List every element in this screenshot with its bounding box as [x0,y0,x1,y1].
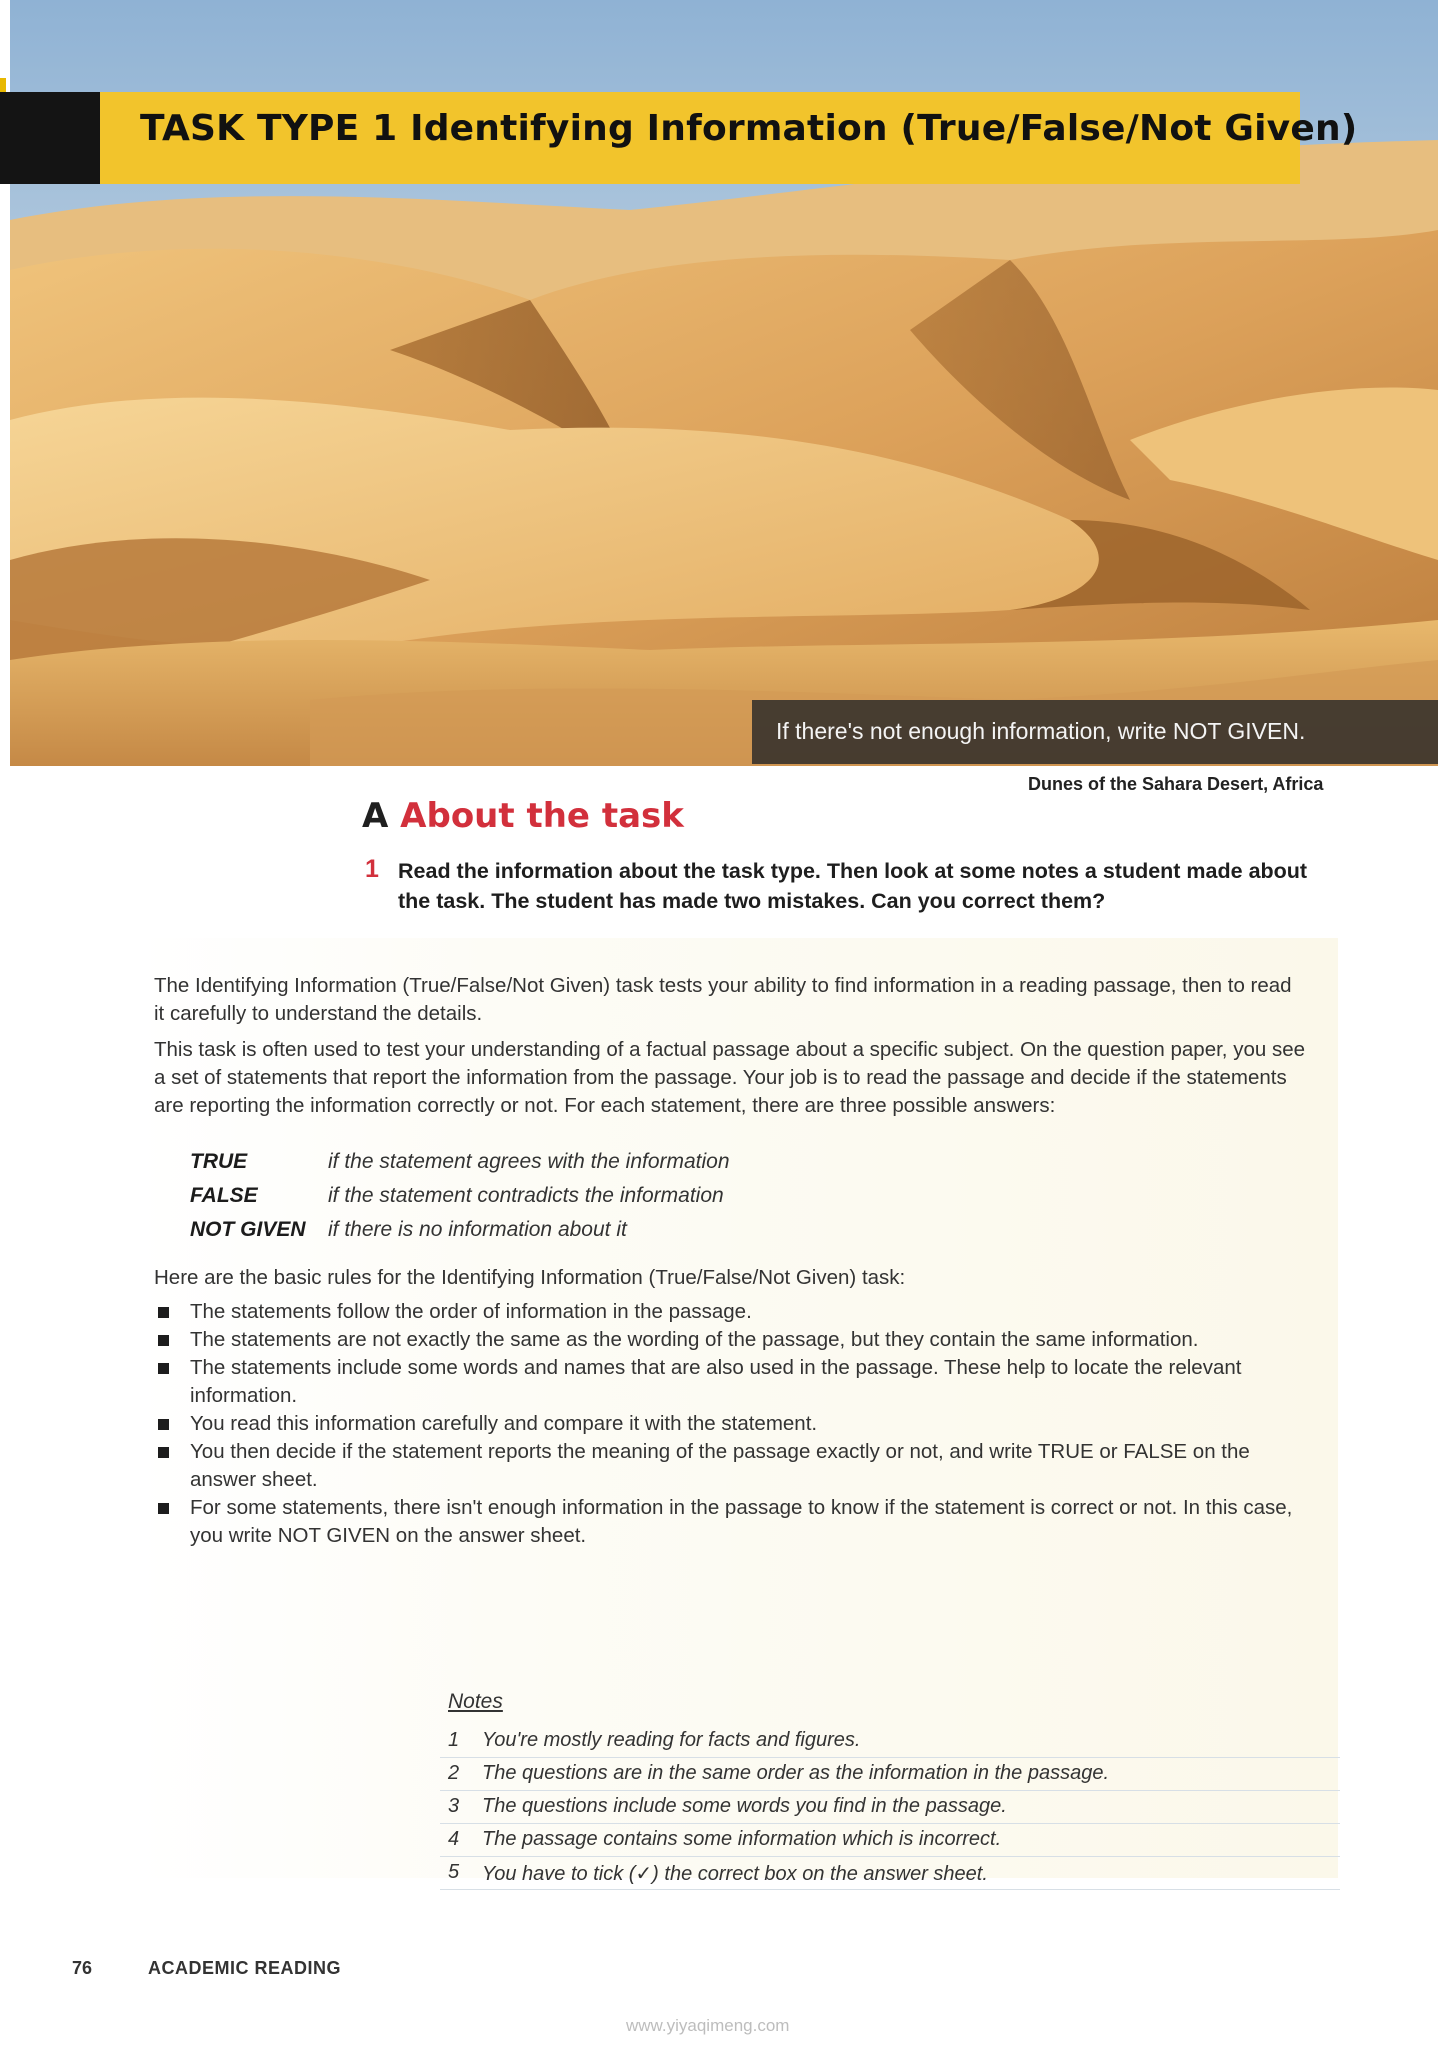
note-number: 4 [448,1828,460,1850]
bullet-square-icon [158,1419,169,1430]
note-item [440,1725,1340,1758]
photo-caption-box [752,700,1438,764]
section-heading [362,796,684,836]
note-item [440,1758,1340,1791]
question-number: 1 [365,855,379,883]
note-text: You have to tick (✓) the correct box on the answer sheet. [482,1863,988,1885]
note-item [440,1791,1340,1824]
rule-text: You read this information carefully and compare it with the statement. [190,1412,818,1435]
rule-text: The statements follow the order of information in the passage. [190,1300,752,1323]
note-item [440,1857,1340,1890]
note-text: The passage contains some information which is incorrect. [482,1828,1002,1850]
answer-key: FALSE [190,1184,258,1207]
footer-section-name: ACADEMIC READING [148,1958,342,1978]
photo-credit: Dunes of the Sahara Desert, Africa [1028,774,1324,794]
task-type-title: TASK TYPE 1 Identifying Information (True/False/Not Given) [140,108,1358,149]
answer-meaning: if the statement agrees with the information [328,1150,730,1173]
bullet-square-icon [158,1447,169,1458]
rules-intro: Here are the basic rules for the Identifying Information (True/False/Not Given) task: [154,1266,906,1289]
rule-text: You then decide if the statement reports the meaning of the passage exactly or not, and write TRUE or FALSE on the answer sheet. [190,1440,1250,1491]
student-notes [440,1725,1340,1890]
page-number: 76 [72,1958,93,1978]
bullet-square-icon [158,1363,169,1374]
question-instruction: Read the information about the task type. Then look at some notes a student made about the task. The student has made two mistakes. Can you correct them? [398,859,1308,913]
info-paragraph-1: The Identifying Information (True/False/Not Given) task tests your ability to find information in a reading passage, then to read it carefully to understand the details. [154,974,1292,1025]
section-letter: A [362,796,389,836]
rule-text: The statements are not exactly the same as the wording of the passage, but they contain the same information. [190,1328,1199,1351]
section-title: About the task [400,796,684,836]
task-type-banner [100,92,1358,184]
list-item [154,1410,1314,1438]
list-item [154,1438,1314,1494]
banner-black-tab [0,92,100,184]
answer-option-not-given [190,1218,627,1242]
note-item [440,1824,1340,1857]
watermark: www.yiyaqimeng.com [626,2016,790,2035]
bullet-square-icon [158,1335,169,1346]
answer-key: NOT GIVEN [190,1218,306,1241]
rule-text: For some statements, there isn't enough information in the passage to know if the statement is correct or not. In this case, you write NOT GIVEN on the answer sheet. [190,1496,1293,1547]
note-text: The questions include some words you find in the passage. [482,1795,1007,1817]
info-paragraph-2: This task is often used to test your understanding of a factual passage about a specific subject. On the question paper, you see a set of statements that report the information from the passage. Your job is to read the passage and decide if the statements are reporting the information correctly or not. For each statement, there are three possible answers: [154,1038,1305,1117]
notes-title: Notes [448,1690,503,1713]
rules-list [154,1298,1314,1550]
rule-text: The statements include some words and names that are also used in the passage. These help to locate the relevant information. [190,1356,1242,1407]
list-item [154,1326,1314,1354]
note-number: 2 [448,1762,460,1784]
answer-key: TRUE [190,1150,248,1173]
list-item [154,1494,1314,1550]
answer-meaning: if the statement contradicts the information [328,1184,724,1207]
answer-option-true [190,1150,730,1174]
note-number: 1 [448,1729,460,1751]
note-text: You're mostly reading for facts and figures. [482,1729,861,1751]
note-text: The questions are in the same order as the information in the passage. [482,1762,1110,1784]
list-item [154,1298,1314,1326]
note-number: 3 [448,1795,460,1817]
bullet-square-icon [158,1503,169,1514]
list-item [154,1354,1314,1410]
answer-option-false [190,1184,724,1208]
note-number: 5 [448,1861,460,1883]
answer-meaning: if there is no information about it [328,1218,627,1241]
photo-caption: If there's not enough information, write NOT GIVEN. [776,718,1306,744]
bullet-square-icon [158,1307,169,1318]
